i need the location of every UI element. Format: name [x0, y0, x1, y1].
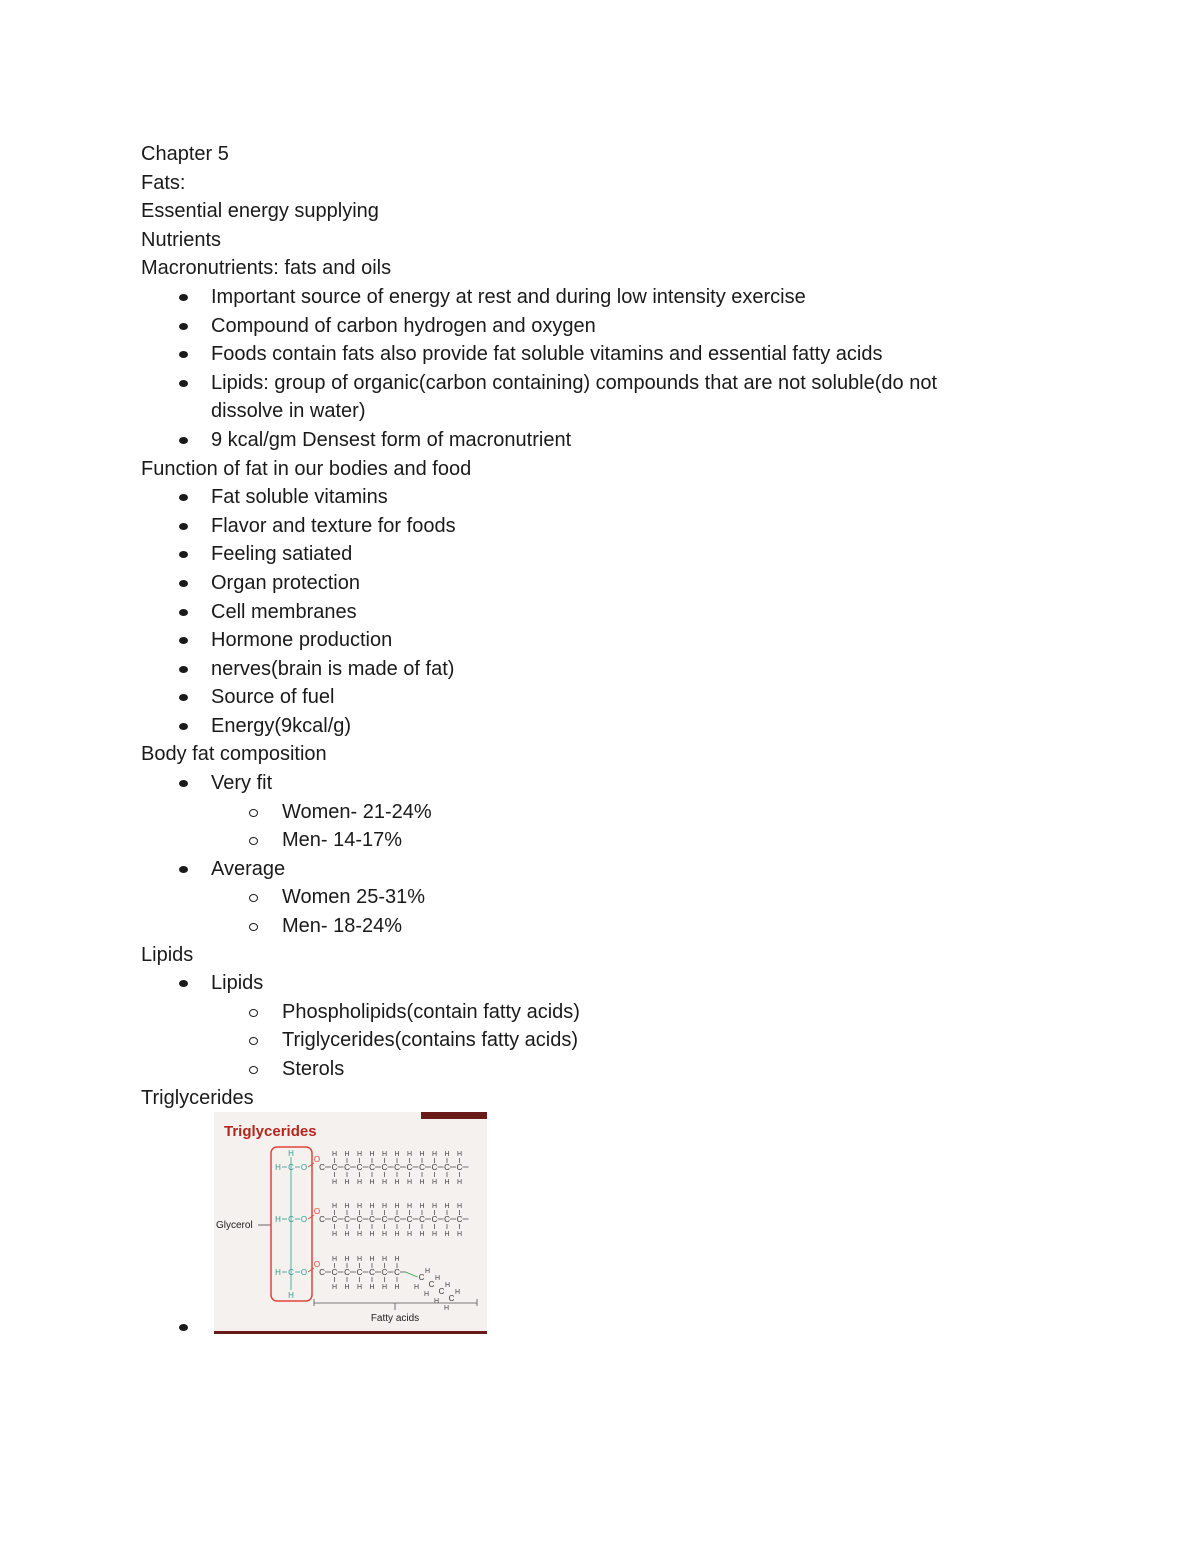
- hydrogen-atom: H: [456, 1179, 463, 1187]
- list-item: Compound of carbon hydrogen and oxygen: [141, 312, 1041, 341]
- hydrogen-atom: H: [406, 1203, 413, 1211]
- carbon-atom: C: [406, 1163, 413, 1173]
- hydrogen-atom: H: [331, 1284, 338, 1292]
- hydrogen-atom: H: [288, 1291, 294, 1301]
- double-bond: [406, 1272, 418, 1277]
- hydrogen-atom: H: [356, 1231, 363, 1239]
- average-item: Average: [141, 855, 1041, 884]
- hydrogen-atom: H: [424, 1268, 431, 1276]
- document-body: [141, 140, 1041, 1338]
- hydrogen-atom: H: [344, 1151, 350, 1159]
- list-item: Hormone production: [141, 626, 1041, 655]
- carbon-atom: C: [381, 1163, 388, 1173]
- list-item: nerves(brain is made of fat): [141, 655, 1041, 684]
- hydrogen-atom: H: [419, 1151, 425, 1159]
- fatty-acid-chains: [308, 1151, 469, 1312]
- sub-list-item: Men- 18-24%: [141, 912, 1041, 941]
- hydrogen-atom: H: [456, 1151, 463, 1159]
- hydrogen-atom: H: [356, 1256, 363, 1264]
- carbon-atom: C: [431, 1215, 438, 1225]
- sub-list-item: Women 25-31%: [141, 883, 1041, 912]
- carbon-atom: C: [331, 1268, 338, 1278]
- oxygen-atom: O: [313, 1207, 321, 1217]
- bottom-rule: [214, 1331, 487, 1334]
- hydrogen-atom: H: [444, 1151, 450, 1159]
- list-item: Cell membranes: [141, 598, 1041, 627]
- sub-list-item: Sterols: [141, 1055, 1041, 1084]
- hydrogen-atom: H: [433, 1298, 440, 1306]
- carbon-atom: C: [369, 1268, 375, 1278]
- list-item: Foods contain fats also provide fat soluble vitamins and essential fatty acids: [141, 340, 1041, 369]
- hydrogen-atom: H: [356, 1284, 363, 1292]
- lipids-heading: Lipids: [141, 943, 194, 966]
- carbon-atom: C: [394, 1215, 400, 1225]
- carbon-atom: C: [319, 1268, 325, 1278]
- hydrogen-atom: H: [444, 1203, 450, 1211]
- hydrogen-atom: H: [456, 1231, 463, 1239]
- hydrogen-atom: H: [381, 1284, 388, 1292]
- carbon-atom: C: [369, 1163, 375, 1173]
- hydrogen-atom: H: [331, 1231, 338, 1239]
- hydrogen-atom: H: [394, 1231, 400, 1239]
- triglycerides-figure: [214, 1112, 487, 1334]
- hydrogen-atom: H: [288, 1149, 294, 1159]
- hydrogen-atom: H: [419, 1203, 425, 1211]
- oxygen-atom: O: [300, 1163, 308, 1173]
- hydrogen-atom: H: [369, 1151, 375, 1159]
- hydrogen-atom: H: [275, 1163, 281, 1173]
- hydrogen-atom: H: [356, 1179, 363, 1187]
- carbon-atom: C: [381, 1215, 388, 1225]
- list-item: Flavor and texture for foods: [141, 512, 1041, 541]
- macronutrients-heading: Macronutrients: fats and oils: [141, 257, 392, 280]
- function-heading: Function of fat in our bodies and food: [141, 457, 472, 480]
- carbon-atom: C: [356, 1215, 363, 1225]
- hydrogen-atom: H: [381, 1203, 388, 1211]
- hydrogen-atom: H: [419, 1179, 425, 1187]
- hydrogen-atom: H: [443, 1305, 450, 1313]
- hydrogen-atom: H: [331, 1203, 338, 1211]
- hydrogen-atom: H: [394, 1179, 400, 1187]
- hydrogen-atom: H: [394, 1284, 400, 1292]
- carbon-atom: C: [428, 1280, 435, 1290]
- carbon-atom: C: [288, 1268, 294, 1278]
- carbon-atom: C: [381, 1268, 388, 1278]
- body-fat-heading: Body fat composition: [141, 743, 327, 766]
- list-item: 9 kcal/gm Densest form of macronutrient: [141, 426, 1041, 455]
- hydrogen-atom: H: [369, 1203, 375, 1211]
- list-item: Energy(9kcal/g): [141, 712, 1041, 741]
- hydrogen-atom: H: [444, 1179, 450, 1187]
- oxygen-atom: O: [313, 1155, 321, 1165]
- hydrogen-atom: H: [406, 1179, 413, 1187]
- hydrogen-atom: H: [369, 1256, 375, 1264]
- oxygen-atom: O: [300, 1215, 308, 1225]
- carbon-atom: C: [438, 1287, 445, 1297]
- macronutrients-list: [141, 283, 1041, 455]
- carbon-atom: C: [356, 1163, 363, 1173]
- fatty-acids-label: Fatty acids: [370, 1313, 420, 1325]
- hydrogen-atom: H: [431, 1203, 438, 1211]
- triglyceride-diagram: [214, 1112, 487, 1334]
- oxygen-atom: O: [300, 1268, 308, 1278]
- carbon-atom: C: [344, 1268, 350, 1278]
- hydrogen-atom: H: [381, 1231, 388, 1239]
- hydrogen-atom: H: [275, 1215, 281, 1225]
- hydrogen-atom: H: [356, 1203, 363, 1211]
- hydrogen-atom: H: [406, 1151, 413, 1159]
- fats-heading: Fats:: [141, 171, 186, 194]
- hydrogen-atom: H: [344, 1231, 350, 1239]
- hydrogen-atom: H: [344, 1284, 350, 1292]
- hydrogen-atom: H: [381, 1179, 388, 1187]
- glycerol-label: Glycerol: [216, 1220, 253, 1232]
- carbon-atom: C: [394, 1268, 400, 1278]
- carbon-atom: C: [419, 1163, 425, 1173]
- oxygen-atom: O: [313, 1260, 321, 1270]
- hydrogen-atom: H: [423, 1291, 430, 1299]
- carbon-atom: C: [319, 1163, 325, 1173]
- carbon-atom: C: [288, 1215, 294, 1225]
- nutrients-line: Nutrients: [141, 228, 222, 251]
- carbon-atom: C: [406, 1215, 413, 1225]
- list-item: Organ protection: [141, 569, 1041, 598]
- carbon-atom: C: [331, 1215, 338, 1225]
- hydrogen-atom: H: [381, 1151, 388, 1159]
- list-item: Feeling satiated: [141, 540, 1041, 569]
- carbon-atom: C: [344, 1163, 350, 1173]
- sub-list-item: Men- 14-17%: [141, 826, 1041, 855]
- hydrogen-atom: H: [356, 1151, 363, 1159]
- carbon-atom: C: [419, 1215, 425, 1225]
- hydrogen-atom: H: [394, 1151, 400, 1159]
- hydrogen-atom: H: [344, 1203, 350, 1211]
- carbon-atom: C: [288, 1163, 294, 1173]
- triglycerides-figure-item: [141, 1112, 1041, 1338]
- carbon-atom: C: [456, 1163, 463, 1173]
- carbon-atom: C: [394, 1163, 400, 1173]
- carbon-atom: C: [344, 1215, 350, 1225]
- carbon-atom: C: [444, 1163, 450, 1173]
- carbon-atom: C: [331, 1163, 338, 1173]
- carbon-atom: C: [448, 1294, 455, 1304]
- function-list: [141, 483, 1041, 740]
- carbon-atom: C: [444, 1215, 450, 1225]
- lipids-list: [141, 969, 1041, 1083]
- list-item: Lipids: group of organic(carbon containing) compounds that are not soluble(do not dissolve in water): [141, 369, 1011, 426]
- hydrogen-atom: H: [419, 1231, 425, 1239]
- essential-line: Essential energy supplying: [141, 200, 379, 223]
- carbon-atom: C: [369, 1215, 375, 1225]
- hydrogen-atom: H: [456, 1203, 463, 1211]
- hydrogen-atom: H: [434, 1275, 441, 1283]
- hydrogen-atom: H: [454, 1289, 461, 1297]
- accent-bar: [421, 1112, 487, 1119]
- carbon-atom: C: [456, 1215, 463, 1225]
- lipids-item: Lipids: [141, 969, 1041, 998]
- hydrogen-atom: H: [331, 1179, 338, 1187]
- sub-list-item: Triglycerides(contains fatty acids): [141, 1026, 1041, 1055]
- figure-title: Triglycerides: [224, 1123, 317, 1141]
- hydrogen-atom: H: [369, 1284, 375, 1292]
- sub-list-item: Women- 21-24%: [141, 798, 1041, 827]
- hydrogen-atom: H: [344, 1179, 350, 1187]
- hydrogen-atom: H: [275, 1268, 281, 1278]
- hydrogen-atom: H: [444, 1282, 451, 1290]
- hydrogen-atom: H: [394, 1256, 400, 1264]
- glycerol-backbone: [275, 1149, 307, 1300]
- hydrogen-atom: H: [331, 1256, 338, 1264]
- hydrogen-atom: H: [369, 1179, 375, 1187]
- hydrogen-atom: H: [406, 1231, 413, 1239]
- hydrogen-atom: H: [413, 1284, 420, 1292]
- hydrogen-atom: H: [344, 1256, 350, 1264]
- carbon-atom: C: [418, 1273, 425, 1283]
- body-fat-list: [141, 769, 1041, 941]
- list-item: Fat soluble vitamins: [141, 483, 1041, 512]
- list-item: Important source of energy at rest and during low intensity exercise: [141, 283, 1041, 312]
- carbon-atom: C: [319, 1215, 325, 1225]
- hydrogen-atom: H: [431, 1179, 438, 1187]
- hydrogen-atom: H: [444, 1231, 450, 1239]
- hydrogen-atom: H: [369, 1231, 375, 1239]
- sub-list-item: Phospholipids(contain fatty acids): [141, 998, 1041, 1027]
- chapter-title: Chapter 5: [141, 143, 229, 165]
- hydrogen-atom: H: [431, 1151, 438, 1159]
- hydrogen-atom: H: [381, 1256, 388, 1264]
- carbon-atom: C: [431, 1163, 438, 1173]
- triglycerides-heading: Triglycerides: [141, 1086, 254, 1109]
- carbon-atom: C: [356, 1268, 363, 1278]
- list-item: Source of fuel: [141, 683, 1041, 712]
- hydrogen-atom: H: [394, 1203, 400, 1211]
- hydrogen-atom: H: [331, 1151, 338, 1159]
- hydrogen-atom: H: [431, 1231, 438, 1239]
- very-fit-item: Very fit: [141, 769, 1041, 798]
